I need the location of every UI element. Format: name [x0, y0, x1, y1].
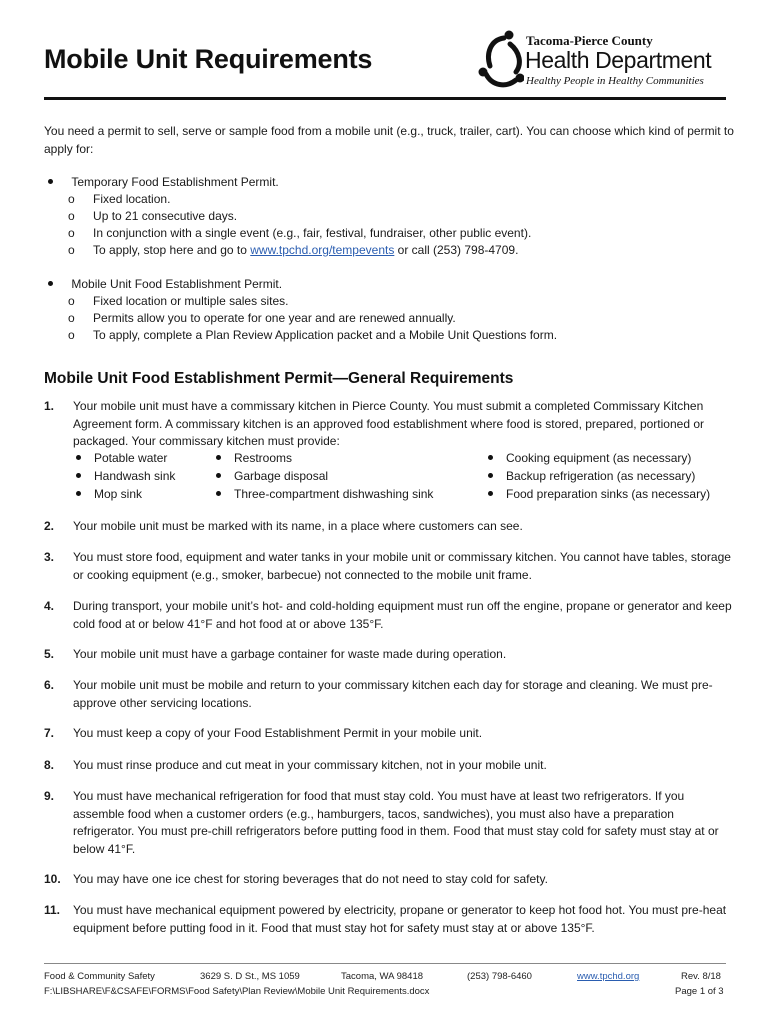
- commissary-item-text: Food preparation sinks (as necessary): [506, 487, 711, 501]
- requirement-text: Your mobile unit must be mobile and return to your commissary kitchen each day for storage and cleaning. We must pre-approve other servicing locations.: [73, 678, 713, 710]
- commissary-item: [76, 468, 175, 486]
- bullet-icon: [48, 281, 53, 286]
- commissary-item-text: Cooking equipment (as necessary): [506, 451, 692, 465]
- footer-website-link[interactable]: www.tpchd.org: [577, 971, 640, 982]
- commissary-item: [76, 450, 167, 468]
- header-divider: [44, 97, 726, 100]
- requirement-text: You may have one ice chest for storing beverages that do not need to stay cold for safety.: [73, 872, 548, 886]
- requirement-text: Your mobile unit must have a garbage container for waste made during operation.: [73, 647, 507, 661]
- commissary-item-text: Mop sink: [94, 487, 143, 501]
- bullet-icon: [76, 491, 81, 496]
- requirement-number: 10.: [44, 872, 61, 886]
- requirement-number: 3.: [44, 550, 55, 564]
- circle-bullet-icon: o: [68, 311, 75, 325]
- list-item: [68, 293, 288, 311]
- commissary-item: [216, 468, 328, 486]
- list-item-text: Fixed location.: [93, 192, 171, 206]
- logo-dept-name: Health Department: [525, 47, 712, 73]
- list-item: [68, 310, 456, 328]
- section-heading: Mobile Unit Food Establishment Permit—General Requirements: [44, 370, 514, 387]
- bullet-icon: [76, 455, 81, 460]
- list-item-text: Up to 21 consecutive days.: [93, 209, 238, 223]
- commissary-item: [76, 486, 142, 504]
- page-title: Mobile Unit Requirements: [44, 44, 373, 74]
- apply-prefix: To apply, stop here and go to: [93, 243, 251, 257]
- bullet-icon: [48, 179, 53, 184]
- health-department-logo-mark-icon: [476, 30, 524, 94]
- commissary-item: [488, 450, 691, 468]
- bullet-icon: [216, 491, 221, 496]
- list-item-text: To apply, complete a Plan Review Application packet and a Mobile Unit Questions form.: [93, 328, 558, 342]
- list-item: [68, 225, 531, 243]
- commissary-item-text: Potable water: [94, 451, 168, 465]
- requirement-number: 9.: [44, 789, 55, 803]
- permit-mobile-bullet: [48, 276, 282, 294]
- commissary-item-text: Backup refrigeration (as necessary): [506, 469, 696, 483]
- footer-dept: Food & Community Safety: [44, 971, 155, 982]
- bullet-icon: [216, 455, 221, 460]
- bullet-icon: [488, 491, 493, 496]
- circle-bullet-icon: o: [68, 294, 75, 308]
- logo-org-name: Tacoma-Pierce County: [526, 33, 653, 48]
- list-item-text: Fixed location or multiple sales sites.: [93, 294, 289, 308]
- requirement-number: 8.: [44, 758, 55, 772]
- permit-temp-bullet: [48, 174, 279, 192]
- circle-bullet-icon: o: [68, 192, 75, 206]
- list-item-text: Permits allow you to operate for one year and are renewed annually.: [93, 311, 456, 325]
- footer-phone: (253) 798-6460: [467, 971, 532, 982]
- requirement-text: You must keep a copy of your Food Establishment Permit in your mobile unit.: [73, 726, 483, 740]
- requirement-text: You must store food, equipment and water tanks in your mobile unit or commissary kitchen. You cannot have tables, storage or cooking equipment (e.g., smoker, barbecue) not connected to the mobile unit frame.: [73, 550, 731, 582]
- commissary-item-text: Three-compartment dishwashing sink: [234, 487, 434, 501]
- commissary-item: [488, 468, 695, 486]
- commissary-item-text: Handwash sink: [94, 469, 176, 483]
- list-item: [68, 208, 237, 226]
- footer-address: 3629 S. D St., MS 1059: [200, 971, 300, 982]
- commissary-item: [216, 486, 433, 504]
- tempevents-link[interactable]: www.tpchd.org/tempevents: [250, 243, 395, 257]
- requirement-text: You must rinse produce and cut meat in your commissary kitchen, not in your mobile unit.: [73, 758, 547, 772]
- requirement-number: 11.: [44, 903, 61, 917]
- circle-bullet-icon: o: [68, 226, 75, 240]
- permit-temp-label: Temporary Food Establishment Permit.: [71, 175, 279, 189]
- footer-city: Tacoma, WA 98418: [341, 971, 424, 982]
- bullet-icon: [488, 473, 493, 478]
- list-item: [68, 191, 170, 209]
- intro-paragraph: You need a permit to sell, serve or sample food from a mobile unit (e.g., truck, trailer, cart). You can choose which kind of permit to apply for:: [44, 124, 734, 156]
- bullet-icon: [216, 473, 221, 478]
- circle-bullet-icon: o: [68, 328, 75, 342]
- commissary-item: [216, 450, 292, 468]
- commissary-item-text: Garbage disposal: [234, 469, 329, 483]
- circle-bullet-icon: o: [68, 209, 75, 223]
- footer-file-path: F:\LIBSHARE\F&CSAFE\FORMS\Food Safety\Plan Review\Mobile Unit Requirements.docx: [44, 986, 430, 997]
- bullet-icon: [488, 455, 493, 460]
- requirement-number: 1.: [44, 399, 55, 413]
- logo-tagline: Healthy People in Healthy Communities: [526, 75, 704, 87]
- footer-divider: [44, 963, 726, 964]
- requirement-number: 2.: [44, 519, 55, 533]
- apply-suffix: or call (253) 798-4709.: [394, 243, 519, 257]
- requirement-text: During transport, your mobile unit’s hot- and cold-holding equipment must run off the engine, propane or generator and keep cold food at or below 41°F and hot food at or above 135°F.: [73, 599, 732, 631]
- list-item: [68, 242, 518, 260]
- health-department-logo: [476, 30, 726, 94]
- circle-bullet-icon: o: [68, 243, 75, 257]
- requirement-number: 6.: [44, 678, 55, 692]
- requirement-text: You must have mechanical equipment powered by electricity, propane or generator to keep hot food hot. You must pre-heat equipment before putting food in it. Food that must stay hot for safety must stay at or above 135°F.: [73, 903, 727, 935]
- requirement-number: 4.: [44, 599, 55, 613]
- requirement-number: 5.: [44, 647, 55, 661]
- requirement-number: 7.: [44, 726, 55, 740]
- requirement-text: Your mobile unit must have a commissary kitchen in Pierce County. You must submit a completed Commissary Kitchen Agreement form. A commissary kitchen is an approved food establishment where food is stored, prepared, portioned or packaged. Your commissary kitchen must provide:: [73, 399, 704, 448]
- list-item-text: In conjunction with a single event (e.g., fair, festival, fundraiser, other public event).: [93, 226, 532, 240]
- commissary-item: [488, 486, 710, 504]
- requirement-text: Your mobile unit must be marked with its name, in a place where customers can see.: [73, 519, 523, 533]
- footer-page-number: Page 1 of 3: [675, 986, 724, 997]
- commissary-item-text: Restrooms: [234, 451, 293, 465]
- footer-revision: Rev. 8/18: [681, 971, 721, 982]
- bullet-icon: [76, 473, 81, 478]
- requirement-text: You must have mechanical refrigeration for food that must stay cold. You must have at least two refrigerators. If you assemble food when a customer orders (e.g., hamburgers, tacos, sandwiches), you must also have a preparation refrigerator. You must pre-chill refrigerators before putting food in them. Food that must stay cold for safety must stay at or below 41°F.: [73, 789, 719, 856]
- permit-mobile-label: Mobile Unit Food Establishment Permit.: [71, 277, 283, 291]
- list-item: [68, 327, 557, 345]
